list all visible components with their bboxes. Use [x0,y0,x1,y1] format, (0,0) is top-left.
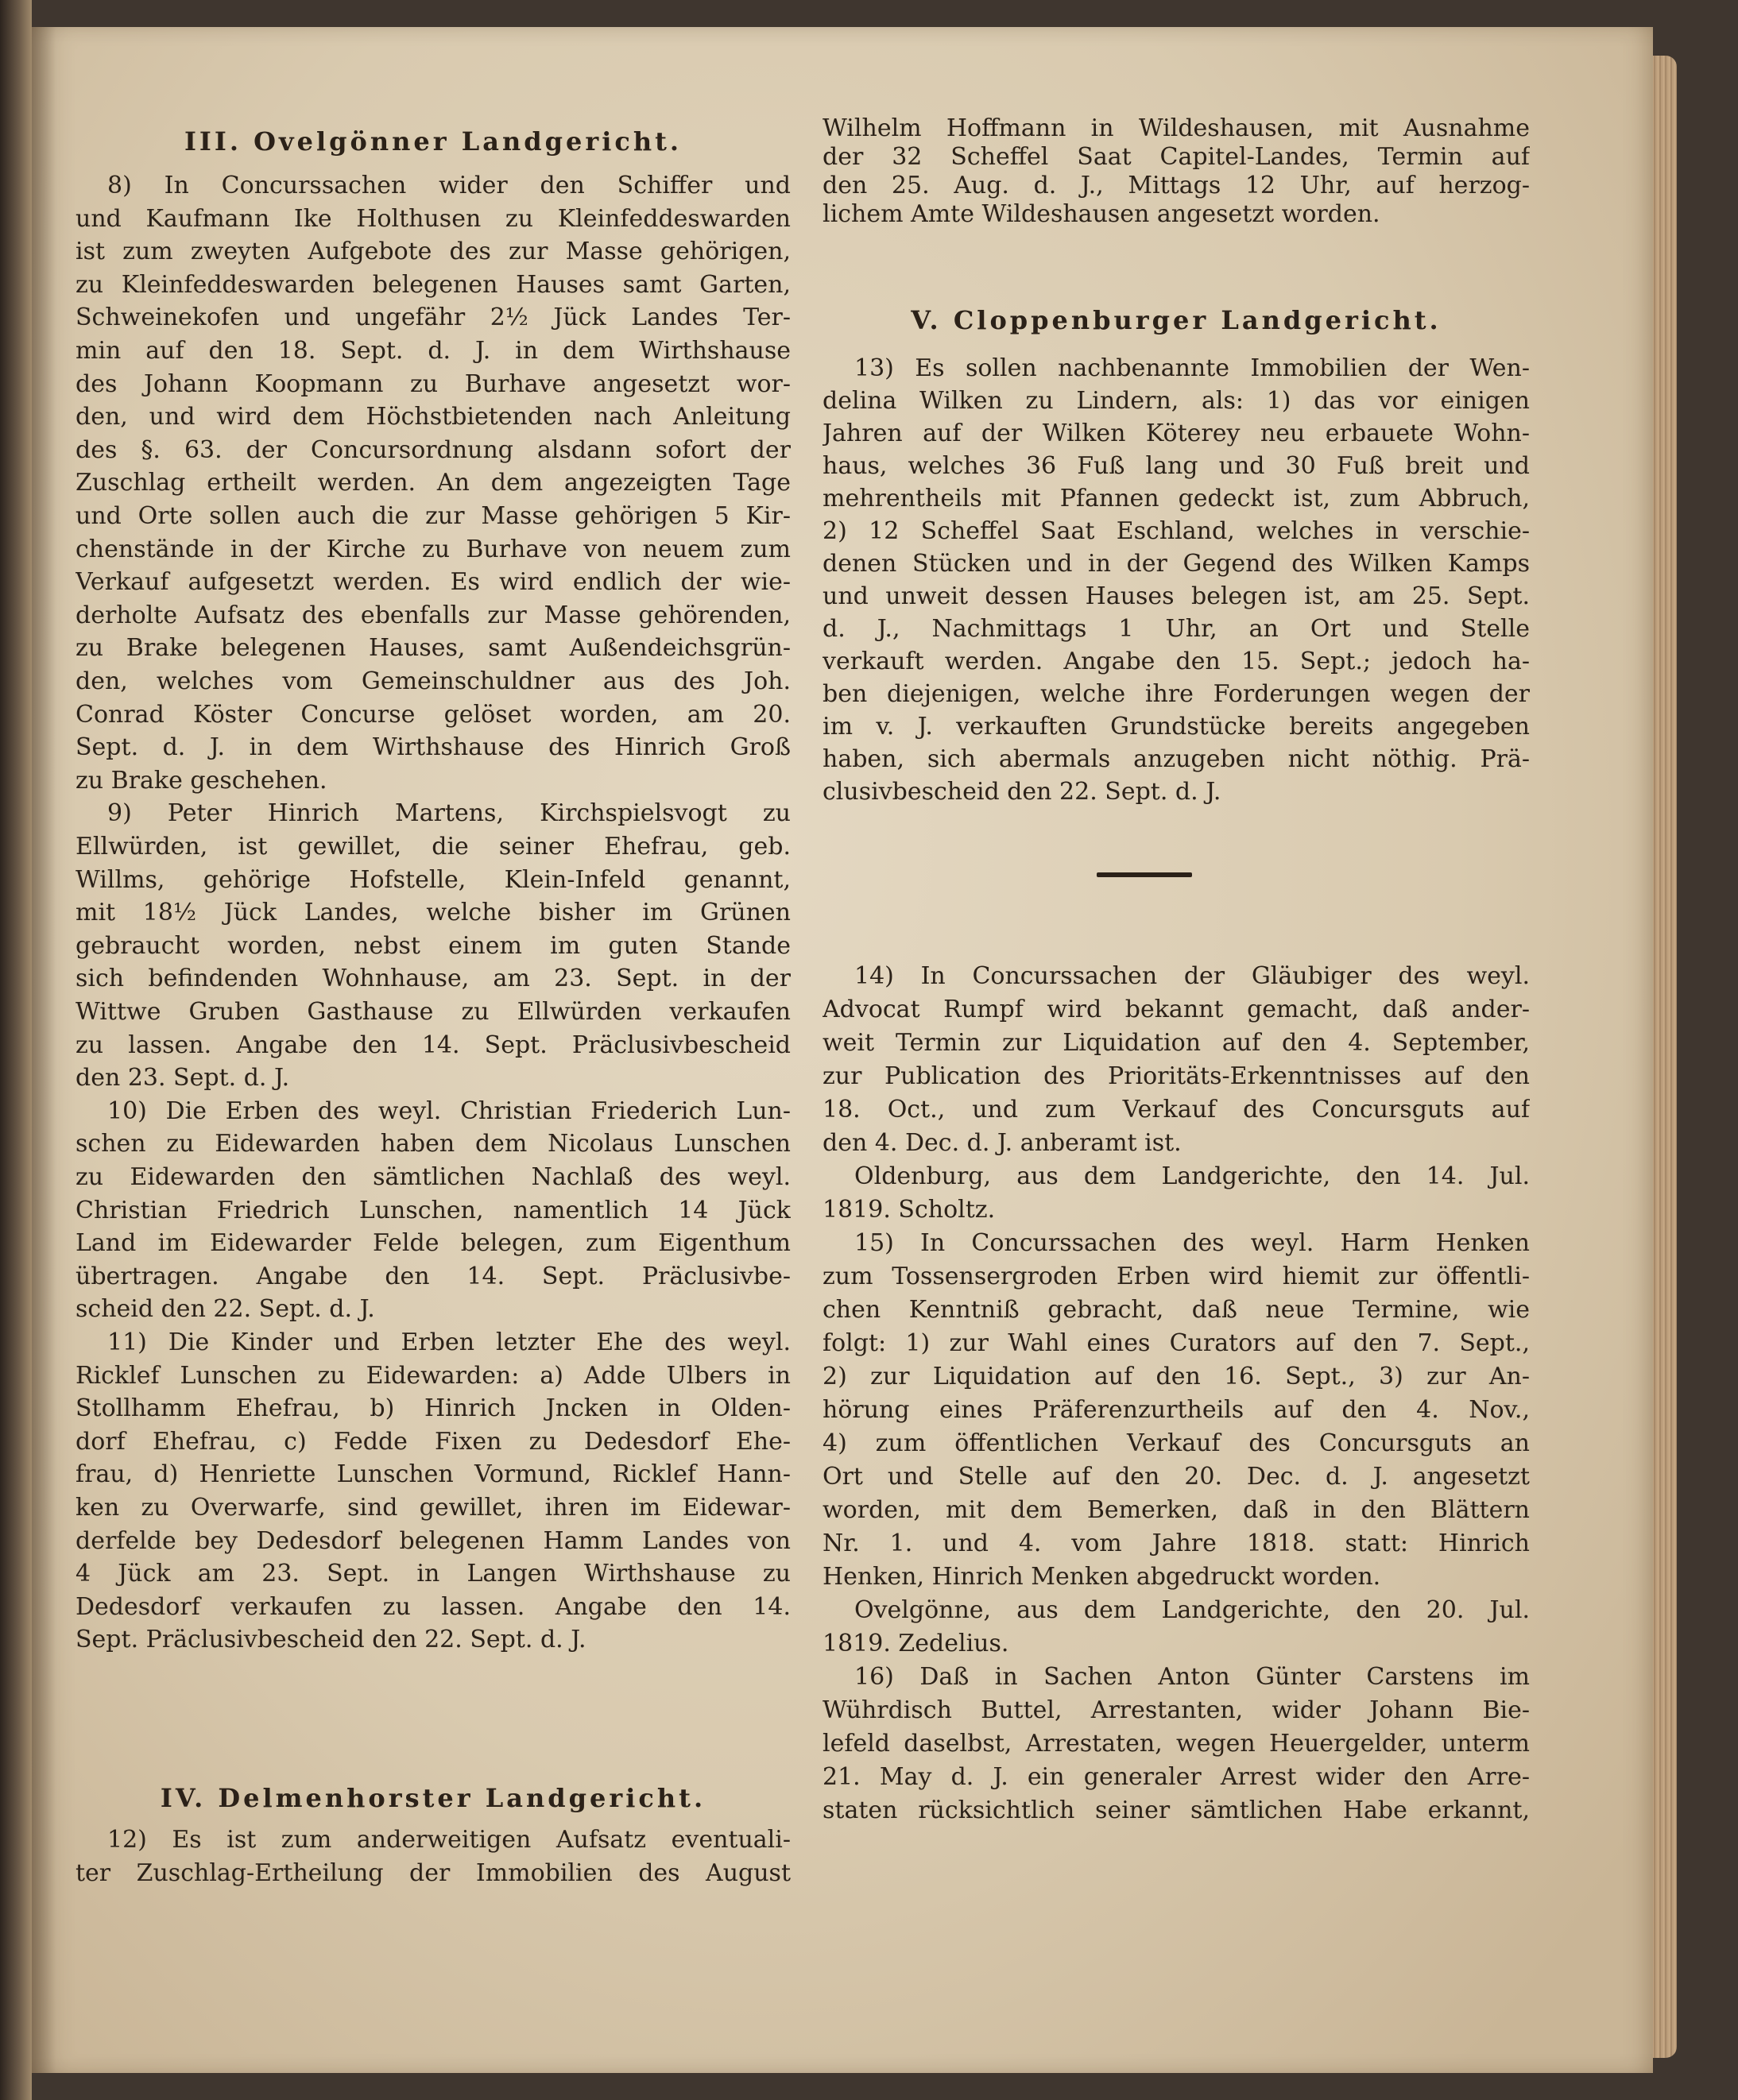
section-divider-rule [1097,872,1192,877]
text-line: ben diejenigen, welche ihre Forderungen wegen der [823,680,1530,708]
text-line: zur Publication des Prioritäts-Erkenntnisses auf den [823,1062,1530,1090]
text-line: Land im Eidewarder Felde belegen, zum Eigenthum [75,1229,791,1258]
text-line: und Kaufmann Ike Holthusen zu Kleinfeddeswarden [75,204,791,233]
text-line: denen Stücken und in der Gegend des Wilken Kamps [823,550,1530,578]
text-line: 4) zum öffentlichen Verkauf des Concursguts an [823,1429,1530,1457]
text-line: des Johann Koopmann zu Burhave angesetzt wor- [75,369,791,398]
text-line: gebraucht worden, nebst einem im guten Stande [75,931,791,960]
text-line: Wittwe Gruben Gasthause zu Ellwürden verkaufen [75,998,791,1026]
text-line: Ort und Stelle auf den 20. Dec. d. J. angesetzt [823,1463,1530,1491]
text-line: ist zum zweyten Aufgebote des zur Masse gehörigen, [75,238,791,266]
text-line: haus, welches 36 Fuß lang und 30 Fuß breit und [823,452,1530,480]
text-line: Ricklef Lunschen zu Eidewarden: a) Adde Ulbers in [75,1361,791,1390]
text-line: Nr. 1. und 4. vom Jahre 1818. statt: Hinrich [823,1530,1530,1557]
text-line: Dedesdorf verkaufen zu lassen. Angabe den 14. [75,1592,791,1621]
text-line: clusivbescheid den 22. Sept. d. J. [823,778,1221,806]
text-line: haben, sich abermals anzugeben nicht nöthig. Prä- [823,745,1530,773]
text-line: zum Tossensergroden Erben wird hiemit zur öffentli- [823,1263,1530,1290]
text-line: 1819. Scholtz. [823,1196,996,1224]
text-line: den 23. Sept. d. J. [75,1064,290,1093]
text-line: chen Kenntniß gebracht, daß neue Termine, wie [823,1296,1530,1324]
text-line: den 25. Aug. d. J., Mittags 12 Uhr, auf herzog- [823,172,1530,199]
text-line: hörung eines Präferenzurtheils auf den 4. Nov., [823,1396,1530,1424]
text-line: lichem Amte Wildeshausen angesetzt worden. [823,200,1380,228]
text-line: Willms, gehörige Hofstelle, Klein-Infeld genannt, [75,865,791,894]
text-line: zu Kleinfeddeswarden belegenen Hauses samt Garten, [75,270,791,299]
text-line: Wührdisch Buttel, Arrestanten, wider Johann Bie- [823,1696,1530,1724]
text-line: 9) Peter Hinrich Martens, Kirchspielsvogt zu [107,799,791,828]
text-line: frau, d) Henriette Lunschen Vormund, Ricklef Hann- [75,1460,791,1489]
text-line: 13) Es sollen nachbenannte Immobilien der Wen- [854,354,1530,382]
text-line: Ellwürden, ist gewillet, die seiner Ehefrau, geb. [75,833,791,860]
text-line: Conrad Köster Concurse gelöset worden, am 20. [75,700,791,729]
text-line: 14) In Concurssachen der Gläubiger des weyl. [854,962,1530,990]
text-line: verkauft werden. Angabe den 15. Sept.; jedoch ha- [823,648,1530,675]
text-line: min auf den 18. Sept. d. J. in dem Wirthshause [75,337,791,365]
text-line: des §. 63. der Concursordnung alsdann sofort der [75,435,791,464]
text-line: 15) In Concurssachen des weyl. Harm Henken [854,1229,1530,1257]
text-line: 16) Daß in Sachen Anton Günter Carstens im [854,1663,1530,1691]
text-line: und unweit dessen Hauses belegen ist, am 25. Sept. [823,582,1530,610]
text-line: der 32 Scheffel Saat Capitel-Landes, Termin auf [823,143,1530,171]
text-line: dorf Ehefrau, c) Fedde Fixen zu Dedesdorf Ehe- [75,1427,791,1456]
text-line: Christian Friedrich Lunschen, namentlich 14 Jück [75,1196,791,1224]
text-line: ter Zuschlag-Ertheilung der Immobilien des August [75,1859,791,1887]
text-line: 18. Oct., und zum Verkauf des Concursguts auf [823,1096,1530,1123]
text-line: 12) Es ist zum anderweitigen Aufsatz eventuali- [107,1826,791,1854]
text-line: mehrentheils mit Pfannen gedeckt ist, zum Abbruch, [823,485,1530,512]
section-heading-delmenhorst: IV. Delmenhorster Landgericht. [160,1783,706,1813]
text-line: Stollhamm Ehefrau, b) Hinrich Jncken in Olden- [75,1394,791,1423]
text-line: worden, mit dem Bemerken, daß in den Blättern [823,1496,1530,1524]
text-line: 8) In Concurssachen wider den Schiffer und [107,172,791,199]
text-line: übertragen. Angabe den 14. Sept. Präclusivbe- [75,1262,791,1290]
text-line: Oldenburg, aus dem Landgerichte, den 14. Jul. [854,1162,1530,1190]
text-line: derholte Aufsatz des ebenfalls zur Masse gehörenden, [75,601,791,629]
text-line: Schweinekofen und ungefähr 2½ Jück Landes Ter- [75,304,791,332]
text-line: 10) Die Erben des weyl. Christian Friederich Lun- [107,1096,791,1125]
text-line: chenstände in der Kirche zu Burhave von neuem zum [75,535,791,563]
text-line: zu Brake belegenen Hauses, samt Außendeichsgrün- [75,634,791,663]
text-line: d. J., Nachmittags 1 Uhr, an Ort und Stelle [823,615,1530,643]
text-line: Ovelgönne, aus dem Landgerichte, den 20. Jul. [854,1596,1530,1624]
section-heading-ovelgoenne: III. Ovelgönner Landgericht. [184,126,683,157]
text-line: Zuschlag ertheilt werden. An dem angezeigten Tage [75,469,791,497]
text-line: 2) zur Liquidation auf den 16. Sept., 3) zur An- [823,1363,1530,1390]
text-line: und Orte sollen auch die zur Masse gehörigen 5 Kir- [75,502,791,530]
text-line: schen zu Eidewarden haben dem Nicolaus Lunschen [75,1130,791,1158]
text-line: Advocat Rumpf wird bekannt gemacht, daß ander- [823,996,1530,1023]
text-line: lefeld daselbst, Arrestaten, wegen Heuergelder, unterm [823,1730,1530,1758]
text-line: 2) 12 Scheffel Saat Eschland, welches in verschie- [823,517,1530,545]
text-line: 4 Jück am 23. Sept. in Langen Wirthshause zu [75,1560,791,1588]
text-line: staten rücksichtlich seiner sämtlichen Habe erkannt, [823,1796,1530,1824]
text-line: delina Wilken zu Lindern, als: 1) das vor einigen [823,387,1530,415]
text-line: zu lassen. Angabe den 14. Sept. Präclusivbescheid [75,1031,791,1059]
section-heading-cloppenburg: V. Cloppenburger Landgericht. [911,305,1442,335]
text-line: zu Brake geschehen. [75,766,327,795]
text-line: derfelde bey Dedesdorf belegenen Hamm Landes von [75,1526,791,1555]
text-line: sich befindenden Wohnhause, am 23. Sept. in der [75,965,791,993]
text-line: den, und wird dem Höchstbietenden nach Anleitung [75,403,791,431]
text-line: 1819. Zedelius. [823,1630,1009,1657]
page-crease [32,27,56,2073]
binding-gutter [0,0,32,2100]
text-line: Sept. Präclusivbescheid den 22. Sept. d. J. [75,1626,586,1654]
text-line: zu Eidewarden den sämtlichen Nachlaß des weyl. [75,1163,791,1191]
text-line: Henken, Hinrich Menken abgedruckt worden. [823,1563,1381,1591]
text-line: mit 18½ Jück Landes, welche bisher im Grünen [75,899,791,927]
text-line: scheid den 22. Sept. d. J. [75,1295,375,1324]
text-line: folgt: 1) zur Wahl eines Curators auf den 7. Sept., [823,1329,1530,1357]
text-line: ken zu Overwarfe, sind gewillet, ihren im Eidewar- [75,1494,791,1522]
text-line: Jahren auf der Wilken Köterey neu erbauete Wohn- [823,420,1530,447]
text-line: Sept. d. J. in dem Wirthshause des Hinrich Groß [75,733,791,762]
text-line: den 4. Dec. d. J. anberamt ist. [823,1129,1182,1157]
text-line: den, welches vom Gemeinschuldner aus des Joh. [75,667,791,695]
text-line: 11) Die Kinder und Erben letzter Ehe des weyl. [107,1328,791,1356]
text-line: Wilhelm Hoffmann in Wildeshausen, mit Ausnahme [823,114,1530,142]
text-line: Verkauf aufgesetzt werden. Es wird endlich der wie- [75,568,791,597]
text-line: weit Termin zur Liquidation auf den 4. September, [823,1029,1530,1057]
newspaper-page [32,27,1653,2073]
text-line: im v. J. verkauften Grundstücke bereits angegeben [823,713,1530,741]
text-line: 21. May d. J. ein generaler Arrest wider den Arre- [823,1763,1530,1791]
